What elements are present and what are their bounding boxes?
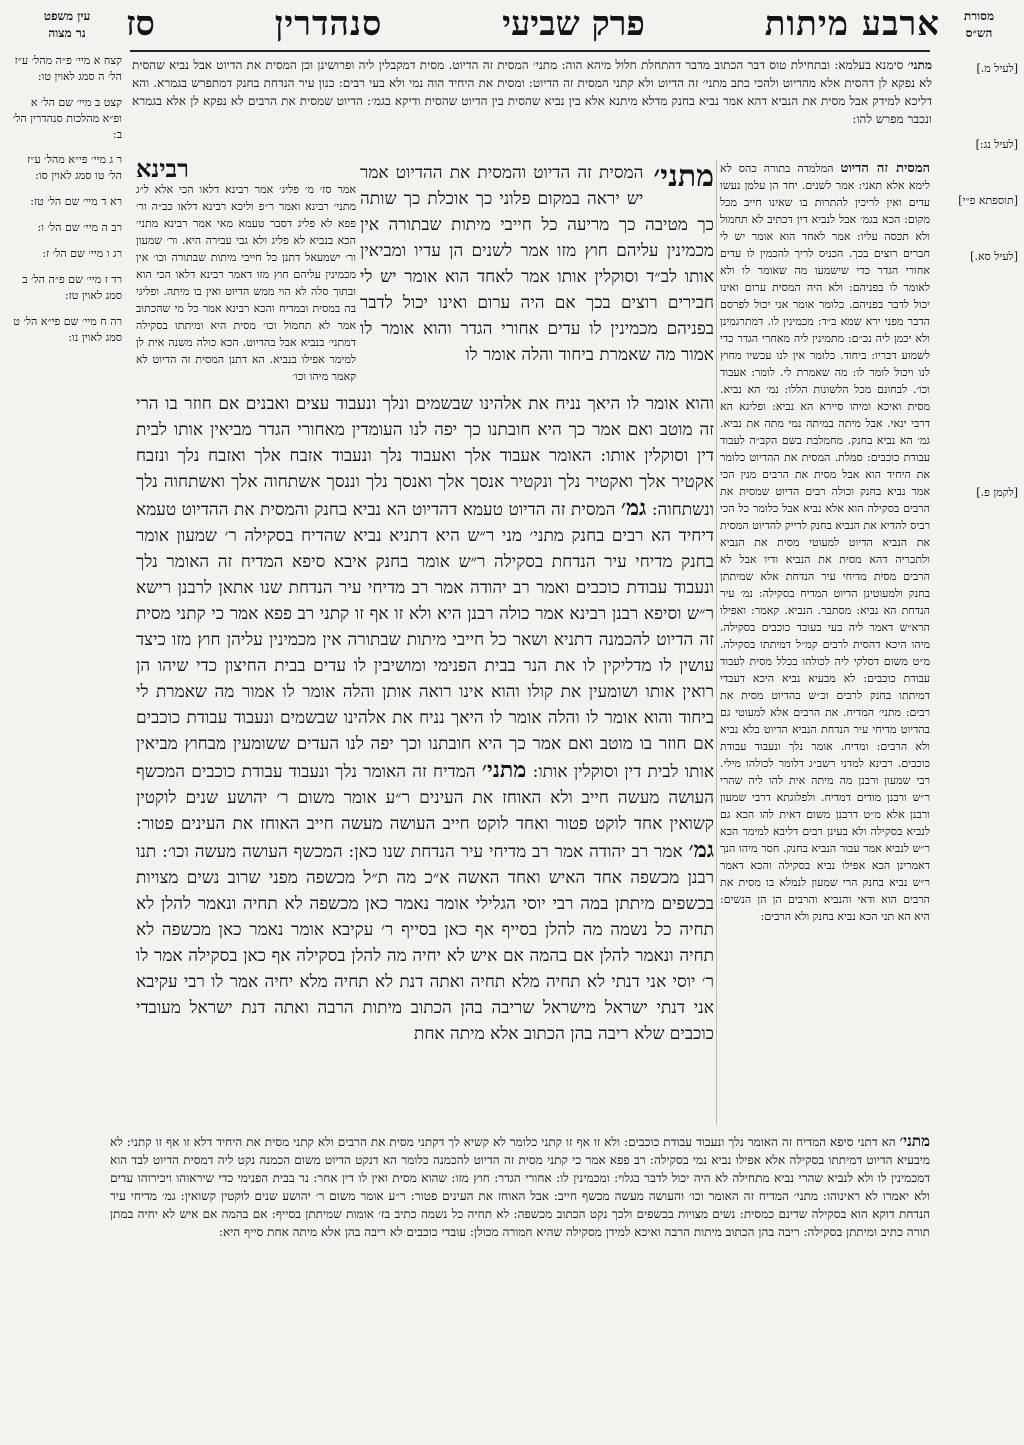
masoret-note: [לעיל סא.] (970, 249, 1018, 263)
tosafot-left-column (136, 154, 356, 385)
gemara-text-1: המסית זה הדיוט טעמא דהדיוט הא נביא בחנק והמסית את ההדיוט טעמא דיחיד הא רבים בחנק מתני׳ מני ר״ש היא דתניא נביא שהדיח בסקילה ר׳ שמעון אומר בחנק מדיחי עיר הנדחת בסקילה ר״ש אומר בחנק איבא סיפא המדיח זה האומר נלך ונעבוד עבודת כוכבים ואמר רב יהודה אמר רב מדיחי עיר הנדחת שנו אתאן לרבנן רישא ר״ש וסיפא רבנן רבינא אמר כולה רבנן היא ולא זו אף זו קתני רב פפא אמר כי קתני מסית זה הדיוט להכמנה דתניא ושאר כל חייבי מיתות שבתורה אין מכמינין עליהן חוץ מזו כיצד עושין לו מדליקין לו את הנר בבית הפנימי ומושיבין לו עדים בבית החיצון כדי שיהו הן רואין אותו ושומעין את קולו והוא אינו רואה אותן והלה אומר לו אמור מה שאמרת לי ביחוד והוא אומר לו והלה אומר לו היאך נניח את אלהינו שבשמים ונעבוד עבודת כוכבים אם חוזר בו מוטב ואם אמר כך היא חובתנו וכך יפה לנו העדים ששומעין מבחוץ מביאין אותו לבית דין וסוקלין אותו: (136, 500, 715, 782)
ein-mishpat-entry: רד ז מיי׳ שם פ״ה הל׳ ב סמג לאוין טז: (22, 273, 122, 303)
chapter-title: ארבע מיתות (764, 4, 940, 44)
column-divider (716, 160, 717, 1125)
ein-mishpat-heading: עין משפט נר מצוה (43, 9, 91, 41)
folio-number: סז (126, 4, 155, 44)
ein-mishpat-entry: ר ג מיי׳ פי״א מהל׳ ע״ז הל׳ טו סמג לאוין סו: (27, 153, 122, 183)
mishna-text-3: המדיח זה האומר נלך ונעבוד עבודת כוכבים המכשף העושה מעשה חייב ולא האוחז את העינים ר״ע אומר משום ר׳ יהושע שנים לוקטין קשואין אחד לוקט פטור ואחד לוקט חייב העושה מעשה חייב האוחז את העינים פטור: (136, 762, 714, 834)
rashi-bottom-dibbur: מתני׳ (899, 1132, 930, 1150)
tractate-name: סנהדרין (274, 4, 383, 44)
rashi-bottom-text: הא דתני סיפא המדיח זה האומר נלך ונעבוד עבודת כוכבים: ולא זו אף זו קתני כלומר לא קשיא לך דקתני מסית את הרבים ולא קתני מסית את היחיד דלא זו אף זו קתני: לא מיבעיא הדיוט דמיתתו בסקילה אלא אפילו נביא נמי בסקילה: רב פפא אמר כי קתני מסית זה הדיוט להכמנה כלומר הא דנקט הדיוט משום הכמנה נקט ליה דמסית הדיוט לבד הוא דמכמינין לו ולא לנביא שהרי נביא מתחילה לא היה יכול לדבר בגלוי: ומכמינין לו: אחורי הגדר: חוץ מזו: שהוא מסית ואין לו דין אחר: נר בבית הפנימי כדי שיראוהו ויכירוהו עדים ולא יאמרו לא ראינוהו: מתני׳ המדיח זה האומר וכו׳ והעושה מעשה מכשף חייב: אבל האוחז את העינים פטור: ר״ע אומר משום ר׳ יהושע שנים לוקטין קשואין: גמ׳ מדיחי עיר הנדחת דוקא הוא בסקילה שדינם כמסית: נשים מצויות בכשפים ולכך נקט הכתוב מכשפה: לא תחיה כל נשמה כתיב בז׳ אומות שמיתתן בסייף: אם בהמה אם איש לא יחיה במתן תורה כתיב ומיתתן בסקילה: ריבה בהן הכתוב מיתות הרבה ואיכא למידן מסקילה שהיא חמורה מכולן: עובדי כוכבים לא ריבה בהן אלא מיתה אחת סייף היא: (110, 1135, 930, 1239)
rashi-right-dibbur: המסית זה הדיוט (840, 161, 930, 176)
mishna-top-block (360, 160, 714, 368)
gemara-text-2: אמר רב יהודה אמר רב מדיחי עיר הנדחת שנו כאן: המכשף העושה מעשה וכו׳: תנו רבנן מכשפה אחד האיש ואחד האשה א״כ מה ת״ל מכשפה מפני שרוב נשים מצויות בכשפים מיתתן במה רבי יוסי הגלילי אומר נאמר כאן מכשפה לא תחיה ונאמר להלן לא תחיה כל נשמה מה להלן בסייף אף כאן בסייף ר׳ עקיבא אומר נאמר כאן מכשפה לא תחיה ונאמר להלן אם בהמה אם איש לא יחיה מה להלן בסקילה אף כאן בסקילה אמר לו ר׳ יוסי אני דנתי לא תחיה מלא תחיה ואתה דנת לא תחיה מלא יחיה אמר לו רבי עקיבא אני דנתי ישראל מישראל שריבה בהן הכתוב מיתות הרבה ואתה דנת ישראל מעובדי כוכבים שלא ריבה בהן הכתוב אלא מיתה אחת (136, 842, 714, 1044)
ein-mishpat-entry: קצט ב מיי׳ שם הל׳ א ופ״א מהלכות סנהדרין הל׳ ב: (12, 95, 122, 141)
gemara-main-text (136, 154, 715, 1120)
gemara-body (136, 385, 714, 1047)
masoret-note: [תוספתא פ״י] (958, 193, 1018, 207)
ein-mishpat-entry: רה ח מיי׳ שם פי״א הל׳ ט סמג לאוין נו: (13, 315, 122, 344)
rashi-top-text: סימנא בעלמא: ובתחילת טוס דבר הכתוב מדבר דהתחלת חלול מיהא הוה: מתני׳ המסית זה הדיוט. מסית דמקבלין ליה ופרושינן וכן המסית את הדיוט אבל נביא שהסית לא נפקא לן דהסית אלא מהדיוט ולהכי כתב מתני׳ זה הדיוט ולא קתני המסית זה הדיוט: ומסית את היחיד הוה נמי ולא בעי רבים: כנון עיר הנדחת בחנק דמתפרש בגמרא. והא דליכא למידק אבל מסית את הנביא דהא אמר נביא בחנק מדלא מיתנא אלא בין נביא שהסית בין הדיוט שהסית ודיקא בגמ׳: הדיוט שמסית את הרבים לא נפקא לן אלא בגמרא ונכבר מפרש להו: (132, 58, 932, 126)
gemara-keyword: גמ׳ (620, 495, 647, 521)
rashi-top-band (132, 56, 932, 156)
rashi-right-column (720, 160, 930, 1130)
rabbeinu-heading: רבינא (136, 154, 189, 183)
mishna-opening-word: מתני׳ (653, 159, 714, 194)
masoret-note: [לעיל נג:] (975, 137, 1018, 151)
header-rule (130, 50, 930, 52)
ein-mishpat-column (12, 8, 122, 428)
gemara-keyword-2: גמ׳ (688, 837, 714, 863)
masoret-note: [לקמן פ.] (976, 485, 1018, 499)
masoret-hashas-column (940, 8, 1018, 1108)
ein-mishpat-entry: קצח א מיי׳ פ״ה מהל׳ ע״ז הל׳ ה סמג לאוין טו: (14, 53, 122, 83)
mishna-text-1: המסית זה הדיוט והמסית את ההדיוט אמר יש יראה במקום פלוני כך אוכלת כך שותה כך מטיבה כך מריעה כל חייבי מיתות שבתורה אין מכמינין עליהם חוץ מזו אמר לשנים הן עדיו ומביאין אותו לב״ד וסוקלין אותו אמר לאחד הוא אומר יש לי חבירים רוצים בכך אם היה ערום ואינו יכול לדבר בפניהם מכמינין לו עדים אחורי הגדר והוא אומר לו אמור מה שאמרת ביחוד והלה אומר לו (360, 163, 714, 365)
chapter-number: פרק שביעי (502, 4, 645, 44)
rashi-top-dibbur: מתני׳ (907, 58, 932, 72)
masoret-heading: מסורת הש״ס (963, 9, 995, 41)
rashi-right-text: המלמדה בתורה כהס לא לימא אלא תאני: אמר לשנים. יחד הן עלמן נעשו עדים ואין לריכין להתרות בו שאינו חייב מכל מקום: הכא בגמ׳ אבל לנביא דין דכתיב לא תחמול ולא תכסה עליו: אמר לאחד הוא אומר יש לי חברים רוצים בכך. הכניס לריך להכמין לו עדים אחורי הגדר כדי שישמעו מה שאומר לו ולא לאומר לו בפניהם: ולא היה המסית ערום ואינו יכול לדבר בפניהם. כלומר אומר אני יכול לפרסם הדבר מפני ירא שמא ב״ד: מכמינין לו. דמתרגמינן ולא יכמן ליה נכ״ם: מתמינין ליה מאחרי הגדר כדי לשמוע דבריו: ביחוד. כלומר אין לנו עכשיו מחוץ לנו ויכול לומר לו: מה שאמרת לי. לומר: אעבוד וכו׳. לבחונם מכל הלשונות הללו: נמ׳ הא נביא. מסית ואיכא ומיהו סיירא הא נביא: ופליגא הא דרבי ינאי. אבל מיתה במיתה נמי מתה את נביא. גמ׳ הא נביא בחנק. מחמלבת בשם הקב״ה לעבוד עבודת כוכבים: סמלת. המסית את ההדיוט כלומר את היחיד הוא אבל מסית את הרבים מנין הכי אמר נביא בחנק וכולה רבים הדיוט שמסית את הרבים בסקילה הוא אלא נביא אבל כלומר כל הכי רביס להדיא את הנביא בחנק לדייק להדיוט המסית את הנביא הדיוט למעוטי מסית את הנביא ולתכריה דהא מסית את הנביא ודיו אבל לא הרבים מסית מדיחי עיר הנדחת אלא שמיתתן בחנק ולמעוטינן הדיוט המדיח בסקילה: נמ׳ עיר הנדחת הא נביא: מסתבר. הנביא. קאמר: ואפילו הרא״ש דאמר ליה בעי בעובד כוכבים בסקילה. מיהו היכא דהסית לרבים קמ״ל דמיתתו בסקילה. מ״ט משום דסלקי ליה לכולהו בכלל מסית לעבוד עבודת כוכבים: לא מבעיא נביא היכא דעבדי דמיתתו בחנק לרבים וכ״ש בהדיוט מסית את רבים: מתני׳ המדיח. את הרבים אלא למעוטי גם בהדיוט מדיחי עיר הנדחת הנביא הדיוט בלא נביא ולא הרבים: ומדיח. אומר נלך ונעבוד עבודת כוכבים. רבינא למדני רשב״ג דלומר לכולהו מילי. רבי שמעון ורבנן מה מיתה אית להו ליה שהרי ר״ש ורבנן מודים דמדיח. ולפלוגתא דרבי שמעון ורבנן אלא מ״ט דרבנן משום דאית להו הכא גם לנביא בסקילה ולא בעינן רבים דליבא למימר הכא ר״ש לנביא אמר עבור הנביא בחנק. חסר מיהו הנך דאמרינן הכא אפילו נביא בסקילה והכא דאמר ר״ש נביא בחנק הרי שמעון לנמלא בו מסית את הרבים הוא ודאי והנביא והרבים הן הן הנשים: היא הא תני הכא נביא בחנק ולא הרבים: (720, 162, 930, 923)
ein-mishpat-entry: רג ו מיי׳ שם הל׳ ז: (42, 247, 122, 261)
mishna-text-2: והוא אומר לו היאך נניח את אלהינו שבשמים ונלך ונעבוד עצים ואבנים אם חוזר בו הרי זה מוטב ואם אמר כך היא חובתנו כך יפה לנו העומדין מאחורי הגדר מביאין אותו לבית דין וסוקלין אותו: האומר אעבוד אלך ואעבוד נלך ונעבוד אזבח אלך ואזבח נלך ונזבח אקטיר אלך ואקטיר נלך ונקטיר אנסך אלך ואנסך נלך וננסך אשתחוה אלך ואשתחוה נלך ונשתחוה: (136, 394, 715, 520)
page-header (120, 0, 940, 48)
ein-mishpat-entry: רב ה מיי׳ שם הל׳ ו: (37, 221, 122, 235)
masoret-note: [לעיל מ.] (976, 61, 1018, 75)
rashi-bottom-band (110, 1132, 930, 1437)
tosafot-text: אמר סז׳ מ׳ פליג׳ אמר רבינא דלאו הכי אלא ל״ג מתני׳ רבינא ואמר ר״פ וליכא רבינא דלאו כב״ה ור׳ פפא לא פליג דסבר טעמא מאי אמר רבינא מתני׳ הכא בנביא לא פליג ולא גבי עבירה היא. ור׳ שמעון ור׳ ישמעאל דתנן כל חייבי מיתות שבתורה וכו׳ אין מכמינין עליהם חוץ מזו דאמר רבינא דלאו הכי הוא ובתוך סלה לא הוי ממש הדיוט ואין בו מיתה. ופליגי בה במסית ובמדיח והכא רבינא אמר כל מי שהכתוב אמר לא תחמול וכו׳ מסית היא ומיתתו בסקילה דמתני׳ בנביא אבל בהדיוט. הכא כולה משנה אית לן למימר אפילו בנביא. הא דתנן המסית זה הדיוט לא קאמר מיהו וכו׳ (136, 183, 356, 383)
ein-mishpat-entry: רא ד מיי׳ שם הל׳ טז: (30, 195, 122, 209)
mishna-keyword: מתני׳ (481, 757, 527, 783)
